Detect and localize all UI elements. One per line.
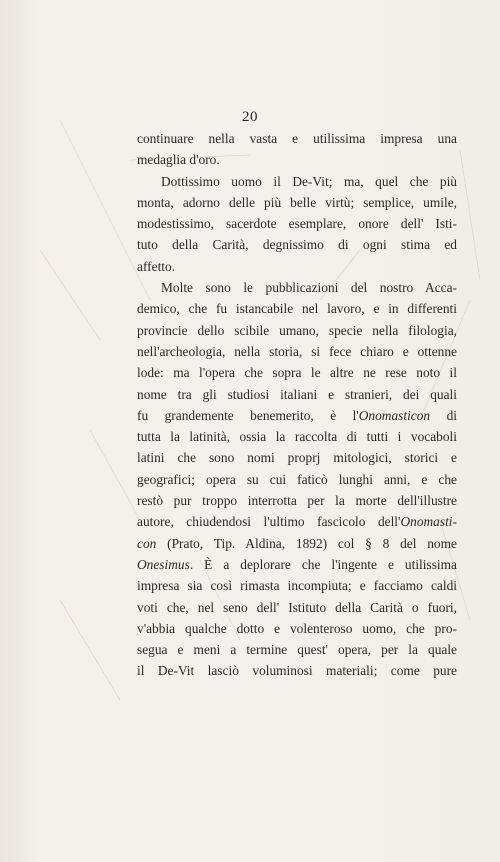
text-line: affetto.	[137, 258, 176, 274]
text-line: segua e meni a termine quest' opera, per la quale	[137, 642, 457, 658]
text-line: Onesimus. È a deplorare che l'ingente e utilissima	[137, 556, 457, 572]
text-line: impresa sia così rimasta incompiuta; e facciamo caldi	[137, 578, 457, 594]
text-line: demico, che fu istancabile nel lavoro, e in differenti	[137, 301, 457, 317]
text-line: fu grandemente benemerito, è l'Onomasticon di	[137, 407, 457, 423]
text-line: lode: ma l'opera che sopra le altre ne rese noto il	[137, 365, 457, 381]
page-number: 20	[242, 109, 258, 125]
text-line: provincie dello scibile umano, specie nella filologia,	[137, 322, 457, 338]
text-line: voti che, nel seno dell' Istituto della Carità o fuori,	[137, 599, 457, 615]
text-line: con (Prato, Tip. Aldina, 1892) col § 8 del nome	[137, 535, 457, 551]
text-line: continuare nella vasta e utilissima impresa una	[137, 131, 457, 146]
text-line: nell'archeologia, nella storia, si fece chiaro e ottenne	[137, 343, 457, 359]
text-line: Molte sono le pubblicazioni del nostro Acca-	[161, 280, 457, 296]
text-line: Dottissimo uomo il De-Vit; ma, quel che più	[161, 173, 457, 189]
text-line: il De-Vit lasciò voluminosi materiali; come pure	[137, 663, 457, 679]
text-line: tuto della Carità, degnissimo di ogni stima ed	[137, 237, 457, 253]
text-line: modestissimo, sacerdote esemplare, onore dell' Isti-	[137, 216, 457, 232]
text-line: latini che sono nomi proprj mitologici, storici e	[137, 450, 457, 466]
text-line: geografici; opera su cui faticò lunghi anni, e che	[137, 471, 457, 487]
body-text	[137, 128, 457, 682]
text-line: monta, adorno delle più belle virtù; semplice, umile,	[137, 194, 457, 210]
text-line: restò pur troppo interrotta per la morte dell'illustre	[137, 493, 457, 509]
text-line: nome tra gli studiosi italiani e stranieri, dei quali	[137, 386, 457, 402]
text-line: medaglia d'oro.	[137, 152, 220, 168]
text-line: autore, chiudendosi l'ultimo fascicolo dell'Onomasti-	[137, 514, 457, 530]
text-line: tutta la latinità, ossia la raccolta di tutti i vocaboli	[137, 429, 457, 445]
text-line: v'abbia qualche dotto e volenteroso uomo, che pro-	[137, 620, 457, 636]
